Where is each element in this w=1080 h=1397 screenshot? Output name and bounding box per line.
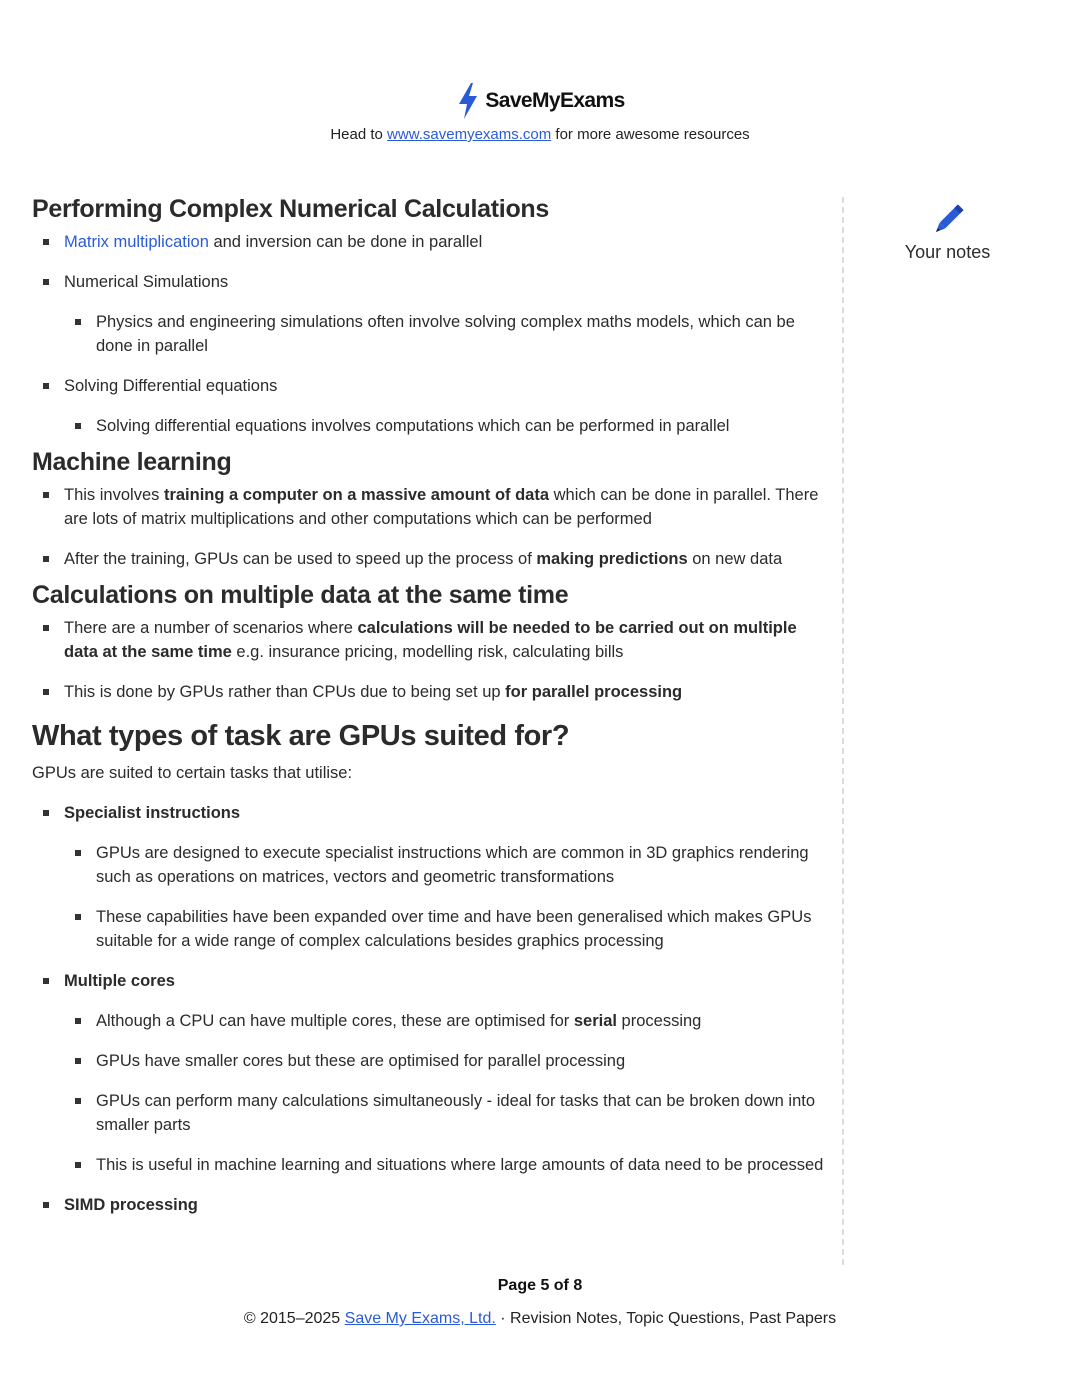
list-item: GPUs can perform many calculations simultaneously - ideal for tasks that can be broken down into smaller parts	[32, 1089, 832, 1137]
main-content	[32, 195, 832, 1233]
your-notes-label: Your notes	[904, 242, 991, 262]
bullet-list	[32, 483, 832, 571]
brand-name: SaveMyExams	[485, 89, 625, 112]
section-title: Machine learning	[32, 448, 232, 476]
list-item: After the training, GPUs can be used to speed up the process of making predictions on new data	[32, 547, 832, 571]
page-header	[0, 82, 1080, 143]
website-link[interactable]: www.savemyexams.com	[387, 126, 552, 143]
list-item: Although a CPU can have multiple cores, these are optimised for serial processing	[32, 1009, 832, 1033]
list-item: There are a number of scenarios where calculations will be needed to be carried out on multiple data at the same time e.g. insurance pricing, modelling risk, calculating bills	[32, 616, 832, 664]
list-item: Physics and engineering simulations often involve solving complex maths models, which can be done in parallel	[32, 310, 832, 358]
header-tagline: Head to www.savemyexams.com for more awesome resources	[330, 126, 750, 143]
list-item: Multiple cores	[32, 969, 832, 993]
section-heading: What types of task are GPUs suited for?	[32, 720, 570, 752]
bullet-list	[32, 616, 832, 704]
brand-logo[interactable]	[455, 82, 624, 120]
company-link[interactable]: Save My Exams, Ltd.	[344, 1310, 496, 1327]
section-title: Performing Complex Numerical Calculations	[32, 195, 549, 223]
list-item: GPUs have smaller cores but these are optimised for parallel processing	[32, 1049, 832, 1073]
list-item: This is done by GPUs rather than CPUs due to being set up for parallel processing	[32, 680, 832, 704]
list-item: These capabilities have been expanded over time and have been generalised which makes GPUs suitable for a wide range of complex calculations besides graphics processing	[32, 905, 832, 953]
list-item: This involves training a computer on a massive amount of data which can be done in parallel. There are lots of matrix multiplications and other computations which can be performed	[32, 483, 832, 531]
footer-copyright: © 2015–2025 Save My Exams, Ltd. · Revision Notes, Topic Questions, Past Papers	[243, 1310, 837, 1327]
lightning-bolt-icon	[455, 82, 481, 120]
list-item: GPUs are designed to execute specialist instructions which are common in 3D graphics rendering such as operations on matrices, vectors and geometric transformations	[32, 841, 832, 889]
list-item: SIMD processing	[32, 1193, 832, 1217]
list-item: Matrix multiplication and inversion can be done in parallel	[32, 230, 832, 254]
list-item: Solving differential equations involves computations which can be performed in parallel	[32, 414, 832, 438]
list-item: Solving Differential equations	[32, 374, 832, 398]
bullet-list	[32, 801, 832, 1217]
section-title: Calculations on multiple data at the same time	[32, 581, 569, 609]
pencil-icon	[928, 200, 968, 240]
matrix-multiplication-link[interactable]: Matrix multiplication	[64, 233, 209, 251]
bullet-list	[32, 230, 832, 438]
notes-divider	[842, 197, 844, 1265]
your-notes-panel[interactable]	[890, 200, 1005, 263]
intro-paragraph: GPUs are suited to certain tasks that utilise:	[32, 764, 353, 782]
page-number: Page 5 of 8	[497, 1277, 583, 1294]
list-item: This is useful in machine learning and situations where large amounts of data need to be processed	[32, 1153, 832, 1177]
list-item: Numerical Simulations	[32, 270, 832, 294]
list-item: Specialist instructions	[32, 801, 832, 825]
